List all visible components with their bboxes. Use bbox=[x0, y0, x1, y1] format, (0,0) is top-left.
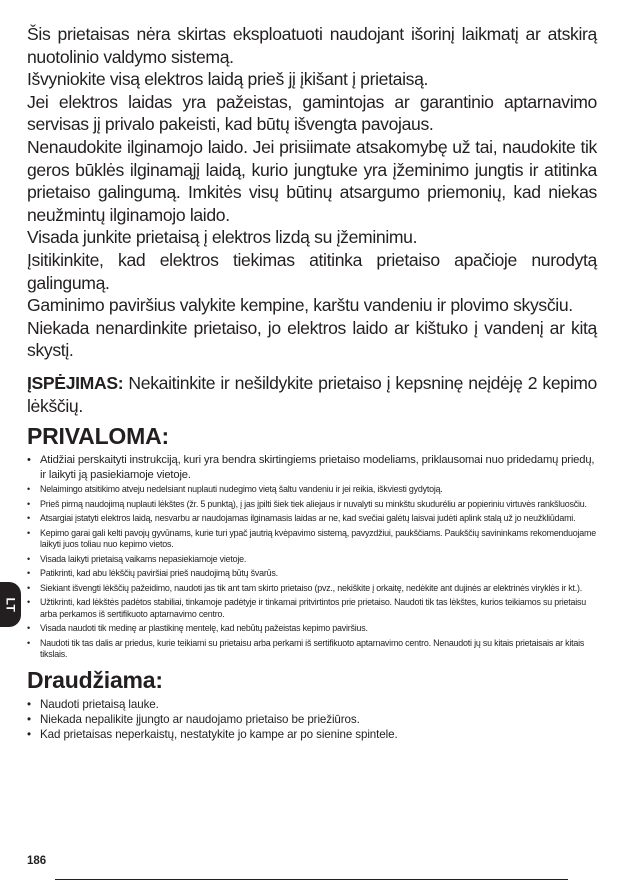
list-item: • Atsargiai įstatyti elektros laidą, nesvarbu ar naudojamas ilginamasis laidas ar ne, kad svečiai galėtų laisvai judėti aplink stalą už jo neužkliūdami. bbox=[27, 513, 597, 524]
intro-paragraph: Gaminimo paviršius valykite kempine, karštu vandeniu ir plovimo skysčiu. bbox=[27, 295, 573, 316]
intro-paragraph: Šis prietaisas nėra skirtas eksploatuoti naudojant išorinį laikmatį ar atskirą nuotolinio valdymo sistemą. bbox=[27, 24, 597, 67]
list-item: • Siekiant išvengti lėkščių pažeidimo, naudoti jas tik ant tam skirto prietaiso (pvz., nekiškite į orkaitę, nedėkite ant dujinės ar elektrinės viryklės ir kt.). bbox=[27, 583, 597, 594]
intro-paragraph: Niekada nenardinkite prietaiso, jo elektros laido ar kištuko į vandenį ar kitą skystį. bbox=[27, 317, 597, 361]
list-item: • Kepimo garai gali kelti pavojų gyvūnams, kurie turi ypač jautrią kvėpavimo sistemą, pavyzdžiui, paukščiams. Paukščių savininkams rekomenduojame laikyti juos toliau nuo kepimo vietos. bbox=[27, 528, 597, 551]
warning-paragraph bbox=[27, 372, 597, 417]
privaloma-heading: PRIVALOMA: bbox=[27, 423, 169, 450]
draudziama-heading: Draudžiama: bbox=[27, 666, 163, 693]
intro-paragraph: Išvyniokite visą elektros laidą prieš jį įkišant į prietaisą. bbox=[27, 69, 429, 90]
list-item: • Nelaimingo atsitikimo atveju nedelsiant nuplauti nudegimo vietą šaltu vandeniu ir jei reikia, iškviesti gydytoją. bbox=[27, 484, 597, 495]
warning-label: ĮSPĖJIMAS: bbox=[27, 372, 124, 393]
list-item: • Patikrinti, kad abu lėkščių paviršiai prieš naudojimą būtų švarūs. bbox=[27, 568, 597, 579]
language-tab-label: LT bbox=[3, 597, 18, 612]
page-content bbox=[27, 23, 597, 742]
language-tab bbox=[0, 582, 21, 627]
list-item: • Visada naudoti tik medinę ar plastikinę mentelę, kad nebūtų pažeistas kepimo paviršius. bbox=[27, 623, 597, 634]
list-item: • Užtikrinti, kad lėkštės padėtos stabiliai, tinkamoje padėtyje ir tinkamai pritvirtintos prie prietaiso. Naudoti tik tas lėkštes, kurios teikiamos su prietaisu arba perkamos iš sertifikuoto aptarnavimo centro. bbox=[27, 597, 597, 620]
footer-rule bbox=[55, 879, 568, 880]
list-item: • Naudoti prietaisą lauke. bbox=[27, 697, 597, 712]
intro-paragraph: Jei elektros laidas yra pažeistas, gamintojas ar garantinio aptarnavimo servisas jį privalo pakeisti, kad būtų išvengta pavojaus. bbox=[27, 91, 597, 135]
list-item: • Prieš pirmą naudojimą nuplauti lėkštes (žr. 5 punktą), į jas įpilti šiek tiek aliejaus ir nuvalyti su minkštu skuduréliu ar popieriniu virtuvės rankšluosčiu. bbox=[27, 499, 597, 510]
list-item: • Niekada nepalikite įjungto ar naudojamo prietaiso be priežiūros. bbox=[27, 712, 597, 727]
privaloma-main-item: • Atidžiai perskaityti instrukciją, kuri yra bendra skirtingiems prietaiso modeliams, priklausomai nuo pridedamų priedų, ir laikyti ją pasiekiamoje vietoje. bbox=[27, 453, 597, 482]
intro-paragraph: Įsitikinkite, kad elektros tiekimas atitinka prietaiso apačioje nurodytą galingumą. bbox=[27, 249, 597, 293]
list-item: • Naudoti tik tas dalis ar priedus, kurie teikiami su prietaisu arba perkami iš sertifikuoto aptarnavimo centro. Nenaudoti jų su kitais prietaisais ar kitais tikslais. bbox=[27, 638, 597, 661]
privaloma-main-list bbox=[27, 453, 597, 482]
intro-section bbox=[27, 23, 597, 362]
privaloma-list bbox=[27, 484, 597, 661]
warning-text: Nekaitinkite ir nešildykite prietaiso į kepsninę neįdėję 2 kepimo lėkščių. bbox=[27, 372, 597, 416]
draudziama-list bbox=[27, 697, 597, 743]
list-item: • Visada laikyti prietaisą vaikams nepasiekiamoje vietoje. bbox=[27, 554, 597, 565]
intro-paragraph: Nenaudokite ilginamojo laido. Jei prisiimate atsakomybę už tai, naudokite tik geros būklės ilginamąjį laidą, kurio jungtuke yra įžeminimo jungtis ir atitinka prietaiso galingumą. Imkitės visų būtinų atsargumo priemonių, kad niekas neužmintų ilginamojo laido. bbox=[27, 136, 597, 225]
list-item: • Kad prietaisas neperkaistų, nestatykite jo kampe ar po sienine spintele. bbox=[27, 727, 597, 742]
page-number: 186 bbox=[27, 855, 47, 867]
intro-paragraph: Visada junkite prietaisą į elektros lizdą su įžeminimu. bbox=[27, 227, 418, 248]
